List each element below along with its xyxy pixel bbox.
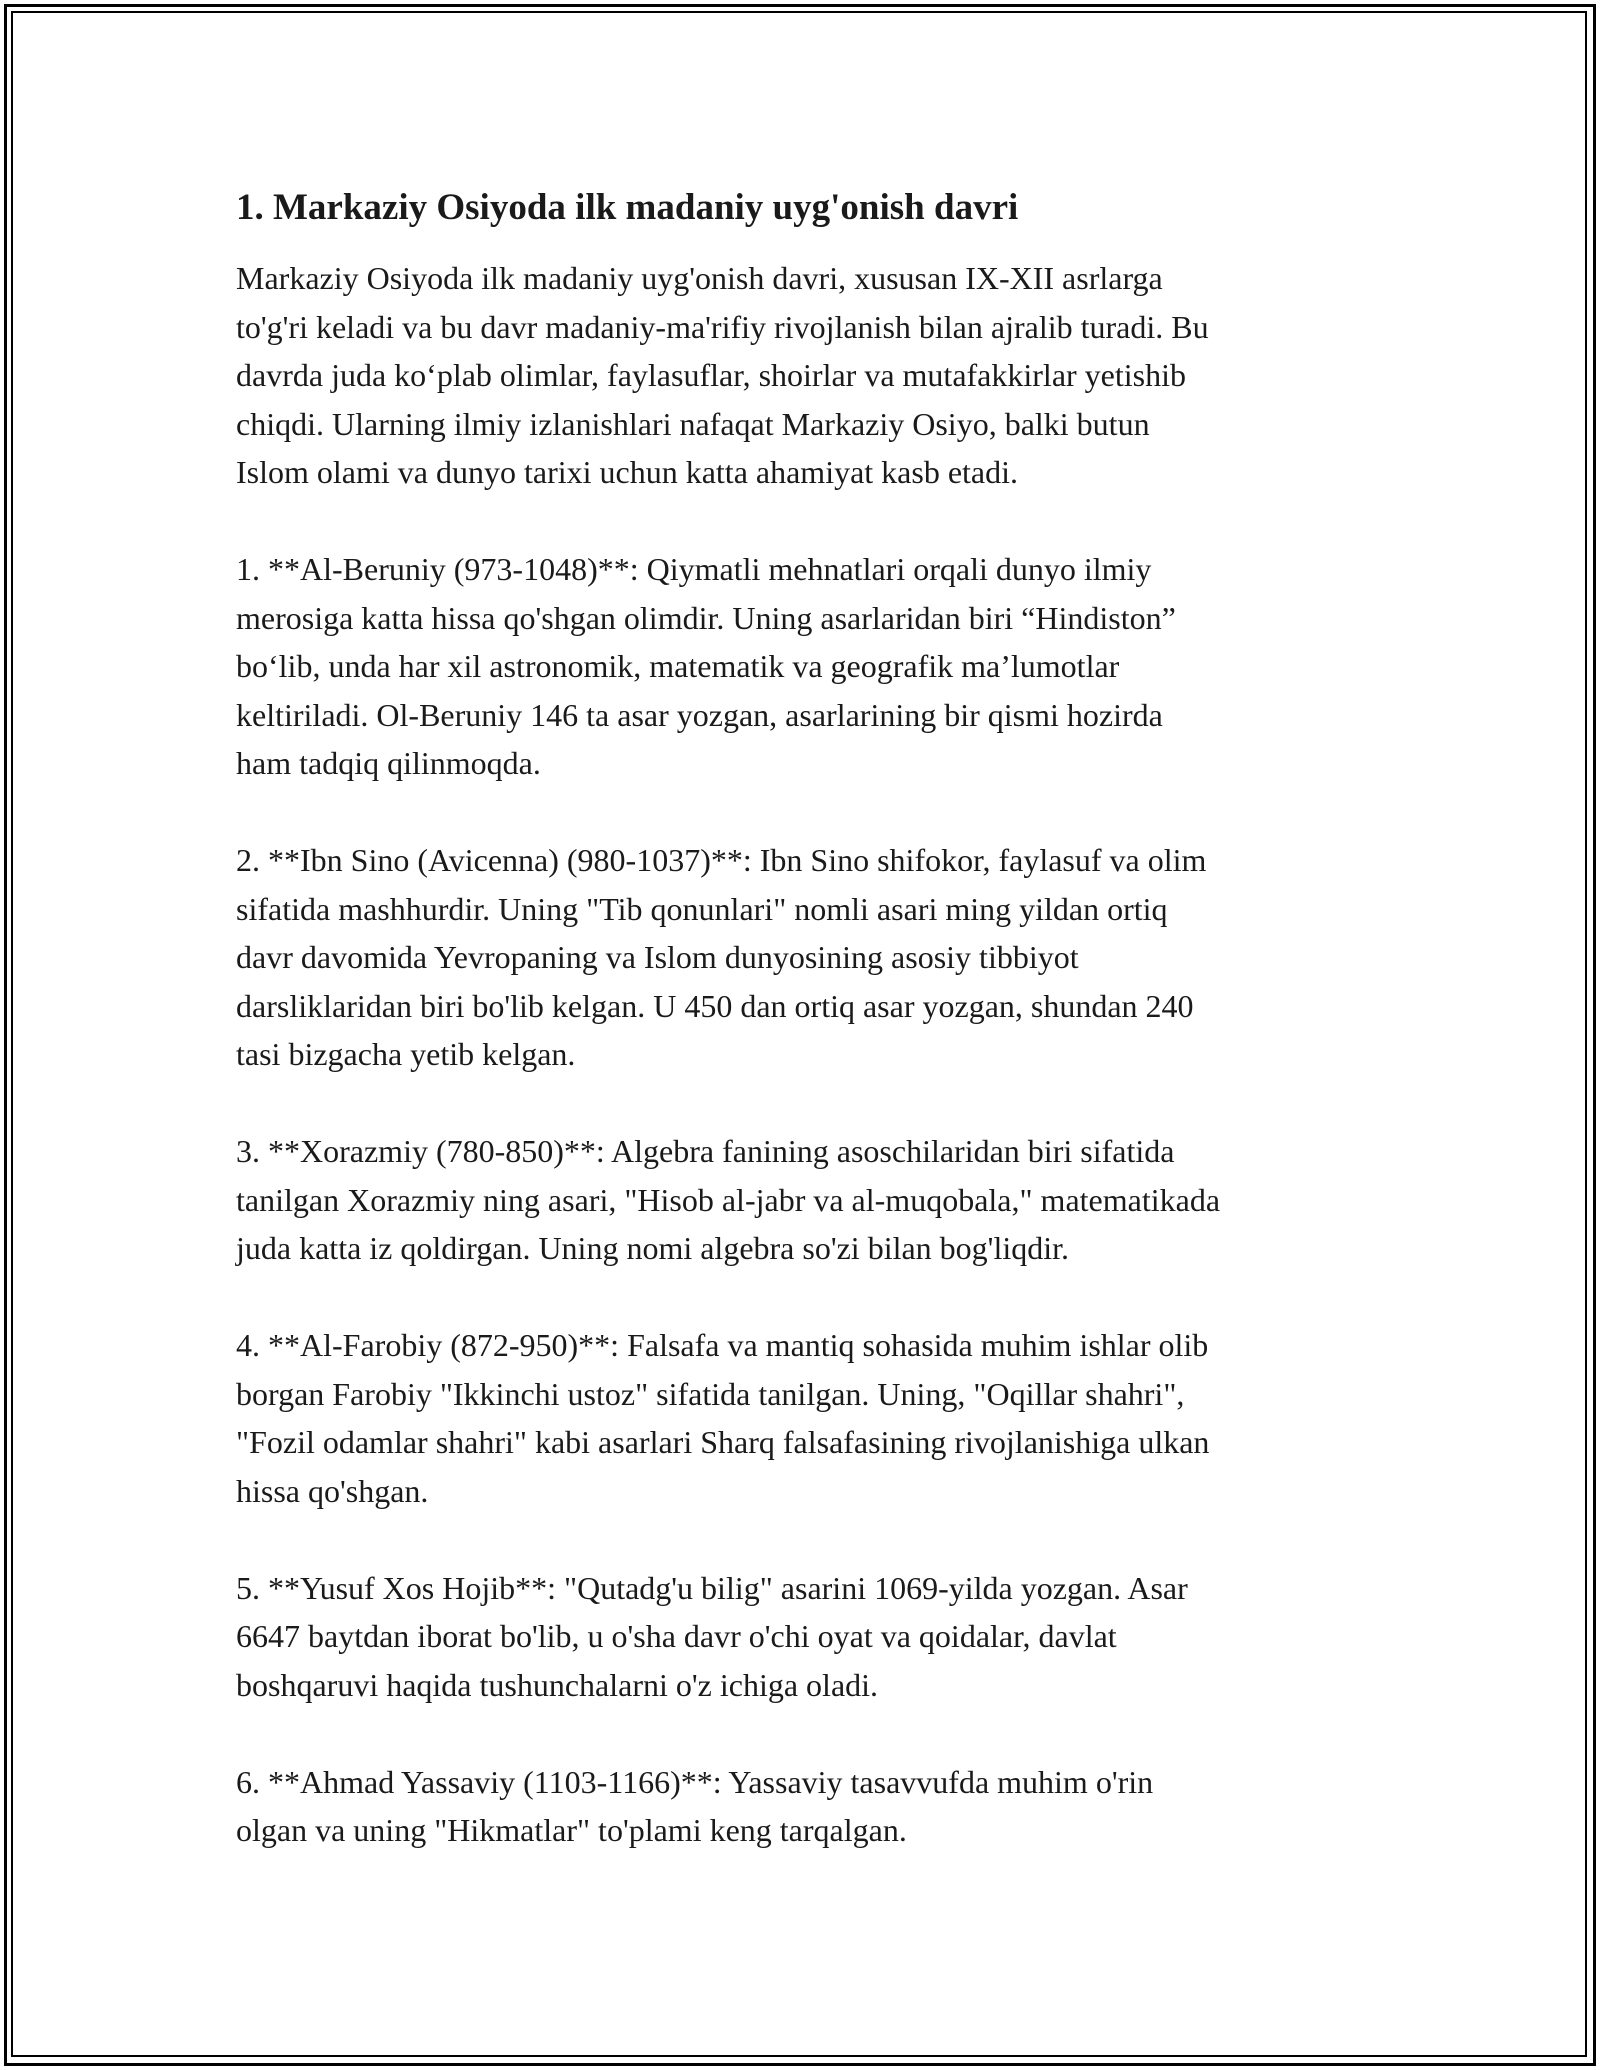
item-al-farobiy xyxy=(236,1321,1386,1515)
text-line: 3. **Xorazmiy (780-850)**: Algebra fanining asoschilaridan biri sifatida xyxy=(236,1133,1175,1169)
text-line: juda katta iz qoldirgan. Uning nomi algebra so'zi bilan bog'liqdir. xyxy=(236,1230,1069,1266)
text-line: 4. **Al-Farobiy (872-950)**: Falsafa va mantiq sohasida muhim ishlar olib xyxy=(236,1327,1209,1363)
text-line: davr davomida Yevropaning va Islom dunyosining asosiy tibbiyot xyxy=(236,939,1079,975)
text-line: "Fozil odamlar shahri" kabi asarlari Sharq falsafasining rivojlanishiga ulkan xyxy=(236,1424,1210,1460)
document-body xyxy=(236,184,1386,1903)
item-ibn-sino xyxy=(236,836,1386,1079)
text-line: sifatida mashhurdir. Uning "Tib qonunlari" nomli asari ming yildan ortiq xyxy=(236,890,1168,927)
text-line: tanilgan Xorazmiy ning asari, "Hisob al-jabr va al-muqobala," matematikada xyxy=(236,1181,1221,1218)
text-line: borgan Farobiy "Ikkinchi ustoz" sifatida tanilgan. Uning, "Oqillar shahri", xyxy=(236,1375,1185,1412)
text-line: to'g'ri keladi va bu davr madaniy-ma'rifiy rivojlanish bilan ajralib turadi. Bu xyxy=(236,308,1209,345)
item-xorazmiy xyxy=(236,1127,1386,1273)
item-ahmad-yassaviy xyxy=(236,1758,1386,1855)
text-line: keltiriladi. Ol-Beruniy 146 ta asar yozgan, asarlarining bir qismi hozirda xyxy=(236,696,1163,733)
text-line: hissa qo'shgan. xyxy=(236,1472,429,1509)
intro-paragraph xyxy=(236,254,1386,497)
text-line: darsliklaridan biri bo'lib kelgan. U 450 dan ortiq asar yozgan, shundan 240 xyxy=(236,987,1194,1024)
item-yusuf-xos-hojib xyxy=(236,1564,1386,1710)
text-line: davrda juda ko‘plab olimlar, faylasuflar, shoirlar va mutafakkirlar yetishib xyxy=(236,357,1186,393)
text-line: merosiga katta hissa qo'shgan olimdir. Uning asarlaridan biri “Hindiston” xyxy=(236,599,1176,636)
text-line: 6. **Ahmad Yassaviy (1103-1166)**: Yassaviy tasavvufda muhim o'rin xyxy=(236,1763,1154,1800)
text-line: Islom olami va dunyo tarixi uchun katta ahamiyat kasb etadi. xyxy=(236,454,1019,490)
text-line: bo‘lib, unda har xil astronomik, matematik va geografik ma’lumotlar xyxy=(236,648,1120,684)
text-line: boshqaruvi haqida tushunchalarni o'z ichiga oladi. xyxy=(236,1666,879,1703)
paragraph-list xyxy=(236,254,1386,1855)
item-al-beruniy xyxy=(236,545,1386,788)
text-line: tasi bizgacha yetib kelgan. xyxy=(236,1036,576,1072)
text-line: olgan va uning "Hikmatlar" to'plami keng tarqalgan. xyxy=(236,1812,907,1848)
text-line: 1. **Al-Beruniy (973-1048)**: Qiymatli mehnatlari orqali dunyo ilmiy xyxy=(236,551,1152,587)
section-title: 1. Markaziy Osiyoda ilk madaniy uyg'onish davri xyxy=(236,187,1019,228)
text-line: Markaziy Osiyoda ilk madaniy uyg'onish davri, xususan IX-XII asrlarga xyxy=(236,260,1163,296)
text-line: ham tadqiq qilinmoqda. xyxy=(236,745,541,781)
text-line: 6647 baytdan iborat bo'lib, u o'sha davr o'chi oyat va qoidalar, davlat xyxy=(236,1618,1117,1654)
text-line: 2. **Ibn Sino (Avicenna) (980-1037)**: Ibn Sino shifokor, faylasuf va olim xyxy=(236,842,1207,878)
text-line: 5. **Yusuf Xos Hojib**: "Qutadg'u bilig" asarini 1069-yilda yozgan. Asar xyxy=(236,1569,1188,1606)
text-line: chiqdi. Ularning ilmiy izlanishlari nafaqat Markaziy Osiyo, balki butun xyxy=(236,405,1150,442)
